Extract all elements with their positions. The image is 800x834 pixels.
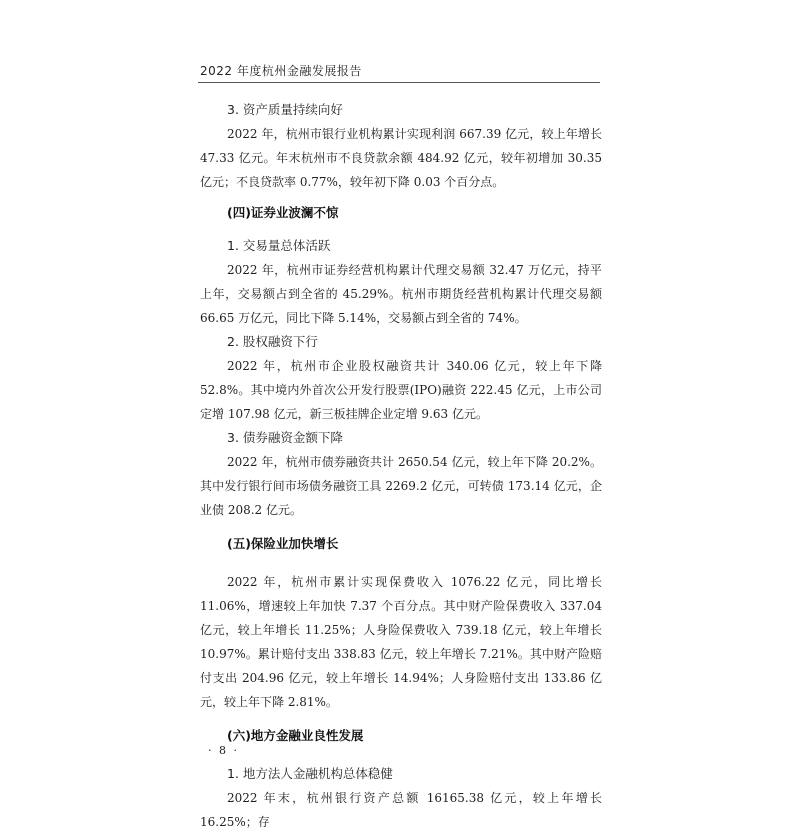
- subheading-local-legal-institutions: 1. 地方法人金融机构总体稳健: [227, 766, 393, 781]
- paragraph-insurance: 2022 年，杭州市累计实现保费收入 1076.22 亿元，同比增长 11.06%，增速较上年加快 7.37 个百分点。其中财产险保费收入 337.04 亿元，较上年增长 11.25%；人身险保费收入 739.18 亿元，较上年增长 10.97%。累计赔付支出 338.83 亿元，较上年增长 7.21%。其中财产险赔付支出 204.96 亿元，较上年增长 14.94%；人身险赔付支出 133.86 亿元，较上年下降 2.81%。: [200, 575, 602, 709]
- section-heading-local-finance: (六)地方金融业良性发展: [227, 728, 364, 743]
- subheading-equity-financing: 2. 股权融资下行: [227, 334, 318, 349]
- subheading-trading-volume: 1. 交易量总体活跃: [227, 238, 331, 253]
- subheading-bond-financing: 3. 债券融资金额下降: [227, 430, 343, 445]
- section-heading-insurance: (五)保险业加快增长: [227, 536, 339, 551]
- page-number: · 8 ·: [208, 744, 239, 757]
- paragraph-bond-financing: 2022 年，杭州市债券融资共计 2650.54 亿元，较上年下降 20.2%。其中发行银行间市场债务融资工具 2269.2 亿元，可转债 173.14 亿元，企业债 208.2 亿元。: [200, 455, 602, 517]
- page-body: [200, 98, 602, 834]
- paragraph-asset-quality: 2022 年，杭州市银行业机构累计实现利润 667.39 亿元，较上年增长 47.33 亿元。年末杭州市不良贷款余额 484.92 亿元，较年初增加 30.35 亿元；不良贷款率 0.77%，较年初下降 0.03 个百分点。: [200, 127, 602, 189]
- paragraph-trading-volume: 2022 年，杭州市证券经营机构累计代理交易额 32.47 万亿元，持平上年，交易额占到全省的 45.29%。杭州市期货经营机构累计代理交易额 66.65 万亿元，同比下降 5.14%，交易额占到全省的 74%。: [200, 263, 602, 325]
- header-divider: [198, 82, 600, 83]
- paragraph-equity-financing: 2022 年，杭州市企业股权融资共计 340.06 亿元，较上年下降 52.8%。其中境内外首次公开发行股票(IPO)融资 222.45 亿元，上市公司定增 107.98 亿元，新三板挂牌企业定增 9.63 亿元。: [200, 359, 602, 421]
- paragraph-local-legal-institutions: 2022 年末，杭州银行资产总额 16165.38 亿元，较上年增长 16.25%；存: [200, 791, 602, 829]
- running-header-title: 2022 年度杭州金融发展报告: [200, 64, 362, 78]
- subheading-asset-quality: 3. 资产质量持续向好: [227, 102, 343, 117]
- section-heading-securities: (四)证券业波澜不惊: [227, 205, 339, 220]
